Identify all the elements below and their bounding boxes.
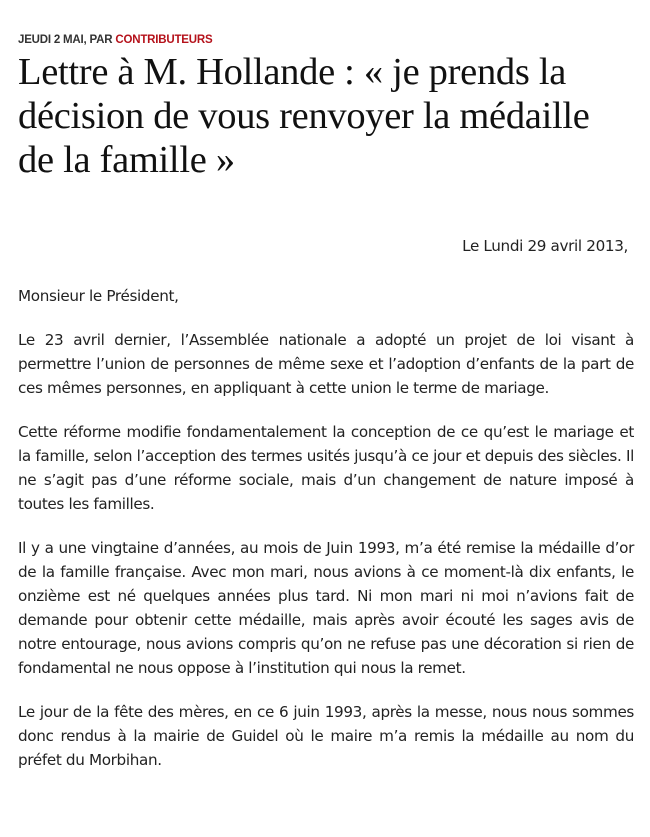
paragraph: Le 23 avril dernier, l’Assemblée nationale a adopté un projet de loi visant à permettre l’union de personnes de même sexe et l’adoption d’enfants de la part de ces mêmes personnes, en appliquant à cette union le terme de mariage. <box>18 331 634 397</box>
paragraph: Le jour de la fête des mères, en ce 6 juin 1993, après la messe, nous nous sommes donc rendus à la mairie de Guidel où le maire m’a remis la médaille au nom du préfet du Morbihan. <box>18 703 634 769</box>
article <box>18 33 634 772</box>
letter-date: Le Lundi 29 avril 2013, <box>462 237 628 255</box>
paragraph: Il y a une vingtaine d’années, au mois de Juin 1993, m’a été remise la médaille d’or de la famille française. Avec mon mari, nous avions à ce moment-là dix enfants, le onzième est né quelques années plus tard. Ni mon mari ni moi n’avions fait de demande pour obtenir cette médaille, mais après avoir écouté les sages avis de notre entourage, nous avions compris qu’on ne refuse pas une décoration si rien de fondamental ne nous oppose à l’institution qui nous la remet. <box>18 539 634 677</box>
article-title: Lettre à M. Hollande : « je prends la décision de vous renvoyer la médaille de la famille » <box>18 51 590 181</box>
letter-salutation: Monsieur le Président, <box>18 287 179 305</box>
article-meta <box>18 33 634 47</box>
author-link[interactable]: CONTRIBUTEURS <box>115 34 213 46</box>
paragraph: Cette réforme modifie fondamentalement la conception de ce qu’est le mariage et la famille, selon l’acception des termes usités jusqu’à ce jour et depuis des siècles. Il ne s’agit pas d’une réforme sociale, mais d’un changement de nature imposé à toutes les familles. <box>18 423 634 513</box>
article-date: JEUDI 2 MAI, PAR <box>18 34 116 46</box>
